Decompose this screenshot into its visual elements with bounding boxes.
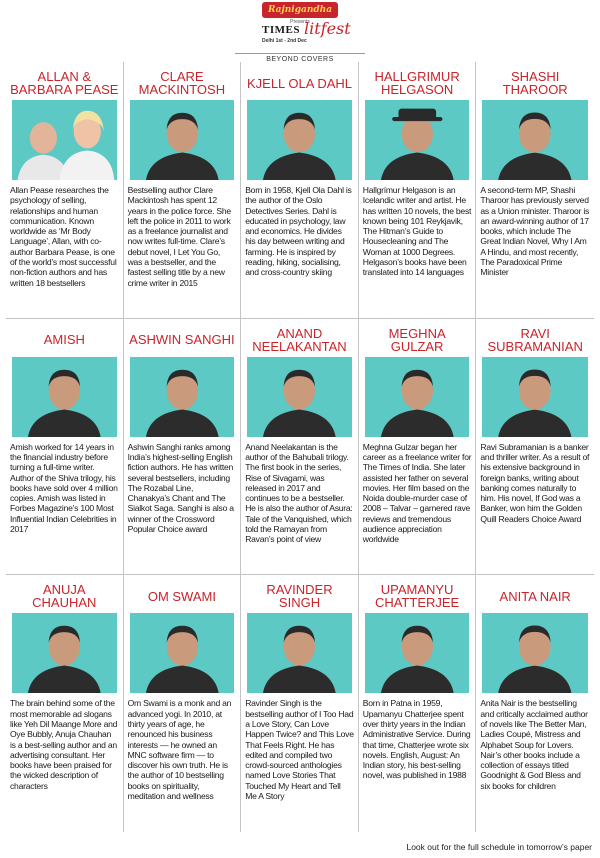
author-bio: Allan Pease researches the psychology of selling, relationships and human communication. Known worldwide as ‘Mr Body Language’, Allan, with co-author Barbara Pease, is one of the world’s most successful non-fiction authors and has written 18 bestsellers xyxy=(10,185,117,288)
author-card xyxy=(359,575,477,832)
sponsor-logo: Rajnigandha xyxy=(262,2,338,18)
author-bio: Ravi Subramanian is a banker and thriller writer. As a result of his extensive background in foreign banks, writing about banking comes naturally to him. His novel, If God was a Banker, won him the Golden Quill Readers Choice Award xyxy=(480,441,590,524)
author-name: ASHWIN SANGHI xyxy=(129,332,235,348)
author-portrait-image xyxy=(365,613,470,693)
author-photo xyxy=(365,357,470,437)
author-portrait-image xyxy=(482,100,588,180)
author-card xyxy=(241,319,359,576)
author-photo xyxy=(12,357,117,437)
author-card xyxy=(124,575,242,832)
author-card xyxy=(6,575,124,832)
author-card xyxy=(359,62,477,319)
presents-label: Presents xyxy=(290,19,310,25)
author-bio: Born in 1958, Kjell Ola Dahl is the author of the Oslo Detectives Series. Dahl is educated in psychology, law and economics. He divides his day between writing and farming. He is inspired by reading, hiking, socialising, and cross-country skiing xyxy=(245,185,352,278)
fest-logo-litfest: litfest xyxy=(304,19,351,38)
author-name: OM SWAMI xyxy=(147,588,216,604)
author-bio: Ravinder Singh is the bestselling author of I Too Had a Love Story, Can Love Happen Twice? and This Love That Feels Right. He has edited and compiled two crowd-sourced anthologies named Love Stories That Touched My Heart and Tell Me A Story xyxy=(245,698,354,801)
author-portrait-image xyxy=(365,357,470,437)
author-portrait-image xyxy=(482,613,588,693)
author-name: KJELL OLA DAHL xyxy=(246,75,352,91)
author-card xyxy=(476,319,594,576)
author-bio: Ashwin Sanghi ranks among India’s highest-selling English fiction authors. He has written several bestsellers, including The Rozabal Line, Chanakya’s Chant and The Sialkot Saga. Sanghi is also a winner of the Crossword Popular Choice award xyxy=(127,441,234,535)
author-name: RAVINDER SINGH xyxy=(266,582,333,611)
author-name: UPAMANYU CHATTERJEE xyxy=(374,582,460,611)
author-bio: Hallgrímur Helgason is an Icelandic writer and artist. He has written 10 novels, the best known being 101 Reykjavik, The Hitman’s Guide to Housecleaning and The Woman at 1000 Degrees. Helgason’s books have been translated into 14 languages xyxy=(362,185,472,278)
author-bio: Anand Neelakantan is the author of the Bahubali trilogy. The first book in the series, Rise of Sivagami, was released in 2017 and continues to be a bestseller. He is also the author of Asura: Tale of the Vanquished, which told the Ramayan from Ravan’s point of view xyxy=(245,441,353,545)
author-photo xyxy=(482,100,588,180)
author-portrait-image xyxy=(130,100,235,180)
footer-note: Look out for the full schedule in tomorrow’s paper xyxy=(406,842,592,852)
author-photo xyxy=(130,357,235,437)
author-photo xyxy=(247,100,352,180)
author-photo xyxy=(365,613,470,693)
author-card xyxy=(6,62,124,319)
author-portrait-image xyxy=(12,613,117,693)
author-portrait-image xyxy=(12,357,117,437)
author-portrait-image xyxy=(365,100,470,180)
author-card xyxy=(124,319,242,576)
author-card xyxy=(241,62,359,319)
author-name: MEGHNA GULZAR xyxy=(388,325,446,354)
author-name: AMISH xyxy=(43,332,85,348)
author-portrait-image xyxy=(12,100,117,180)
author-name: ALLAN & BARBARA PEASE xyxy=(10,69,119,97)
author-portrait-image xyxy=(247,357,352,437)
author-portrait-image xyxy=(482,357,588,437)
author-name: ANITA NAIR xyxy=(499,588,571,604)
author-name: ANAND NEELAKANTAN xyxy=(252,325,347,354)
author-card xyxy=(476,575,594,832)
section-title-text: BEYOND COVERS xyxy=(260,56,340,63)
author-card xyxy=(6,319,124,576)
author-photo xyxy=(247,357,352,437)
fest-dates: Delhi 1st - 2nd Dec xyxy=(262,38,307,44)
author-name: SHASHI THAROOR xyxy=(502,69,568,97)
author-bio: The brain behind some of the most memorable ad slogans like Yeh Dil Maange More and Oye Bubbly, Anuja Chauhan is a best-selling author and an advertising consultant. Her books have been praised for the wicked description of characters xyxy=(10,698,118,791)
author-portrait-image xyxy=(247,100,352,180)
author-bio: Om Swami is a monk and an advanced yogi. In 2010, at thirty years of age, he renounced his business interests — he owned an MNC software firm — to discover his own truth. He is the author of 10 bestselling books on spirituality, meditation and wellness xyxy=(127,698,232,801)
fest-logo-times: TIMES xyxy=(262,24,300,36)
author-grid xyxy=(6,62,594,832)
author-card xyxy=(476,62,594,319)
header xyxy=(0,0,600,63)
author-photo xyxy=(130,100,235,180)
author-bio: Meghna Gulzar began her career as a freelance writer for The Times of India. She later assisted her father on several movies. Her film based on the Noida double-murder case of 2008 – Talvar – garnered rave reviews and tremendous audience appreciation worldwide xyxy=(362,441,472,545)
author-photo xyxy=(482,357,588,437)
author-portrait-image xyxy=(130,613,235,693)
author-name: CLARE MACKINTOSH xyxy=(138,69,226,97)
author-portrait-image xyxy=(247,613,352,693)
author-photo xyxy=(130,613,235,693)
author-bio: Anita Nair is the bestselling and critically acclaimed author of novels like The Better Man, Ladies Coupé, Mistress and Alphabet Soup for Lovers. Nair’s other books include a collection of essays titled Goodnight & God Bless and six books for children xyxy=(480,698,588,791)
author-photo xyxy=(12,613,117,693)
author-portrait-image xyxy=(130,357,235,437)
author-card xyxy=(241,575,359,832)
author-card xyxy=(124,62,242,319)
author-bio: Amish worked for 14 years in the financial industry before turning a full-time writer. Author of the Shiva trilogy, his books have sold over 4 million copies. Amish was listed in Forbes Magazine’s 100 Most Influential Indian Celebrities in 2017 xyxy=(10,441,118,535)
author-card xyxy=(359,319,477,576)
author-photo xyxy=(365,100,470,180)
author-photo xyxy=(482,613,588,693)
author-name: RAVI SUBRAMANIAN xyxy=(487,325,583,354)
author-bio: Bestselling author Clare Mackintosh has spent 12 years in the police force. She left the police in 2011 to work as a freelance journalist and now writes full-time. Clare’s debut novel, I Let You Go, was a bestseller, and the fastest selling title by a new crime writer in 2015 xyxy=(127,185,231,288)
author-bio: Born in Patna in 1959, Upamanyu Chatterjee spent over thirty years in the Indian Administrative Service. During that time, Chatterjee wrote six novels. English, August: An Indian story, his best-selling novel, was published in 1988 xyxy=(362,698,471,781)
author-photo xyxy=(247,613,352,693)
author-name: ANUJA CHAUHAN xyxy=(32,582,97,611)
author-photo xyxy=(12,100,117,180)
author-bio: A second-term MP, Shashi Tharoor has previously served as a Union minister. Tharoor is an award-winning author of 17 books, which include The Great Indian Novel, Why I Am A Hindu, and most recently, The Paradoxical Prime Minister xyxy=(480,185,590,278)
author-name: HALLGRIMUR HELGASON xyxy=(374,69,460,97)
